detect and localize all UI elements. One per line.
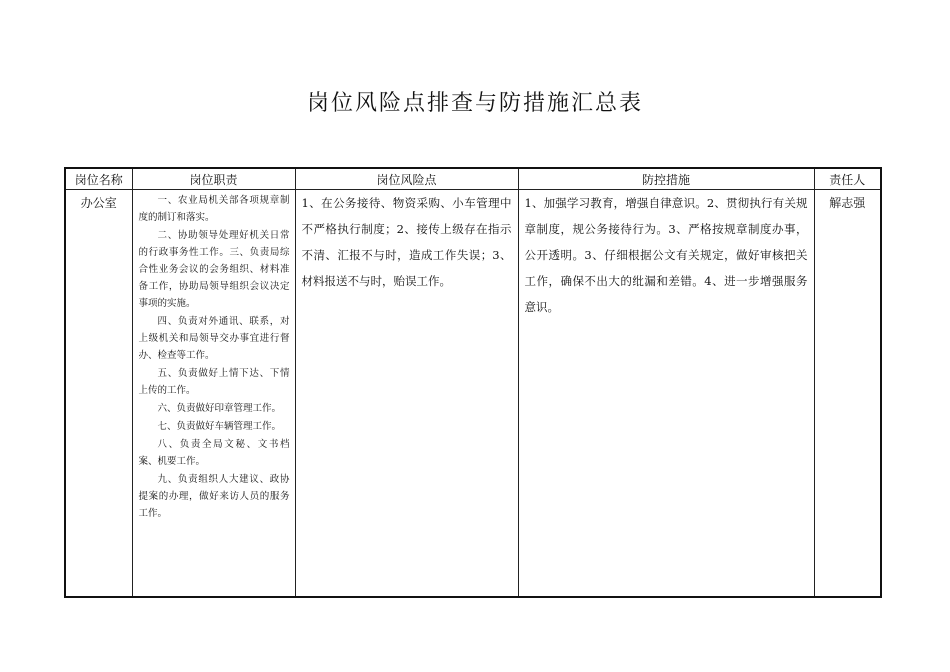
header-post-name: 岗位名称: [65, 168, 132, 190]
header-risk-points: 岗位风险点: [295, 168, 518, 190]
document-title: 岗位风险点排查与防措施汇总表: [306, 91, 643, 116]
header-responsible-person: 责任人: [814, 168, 881, 190]
duty-item: 七、负责做好车辆管理工作。: [157, 421, 282, 432]
duty-item: 六、负责做好印章管理工作。: [157, 403, 282, 414]
duty-item: 五、负责做好上情下达、下情上传的工作。: [138, 368, 290, 396]
table-row: [65, 190, 881, 598]
duty-item: 二、协助领导处理好机关日常的行政事务性工作。三、负责局综合性业务会议的会务组织、材料准备工作，协助局领导组织会议决定事项的实施。: [138, 230, 290, 309]
duty-item: 八、负责全局文秘、文书档案、机要工作。: [138, 439, 290, 467]
cell-risk-points: 1、在公务接待、物资采购、小车管理中不严格执行制度；2、接传上级存在指示不清、汇报不与时，造成工作失误；3、材料报送不与时，贻误工作。: [295, 190, 518, 598]
risk-summary-table: [64, 167, 882, 598]
cell-control-measures: 1、加强学习教育，增强自律意识。2、贯彻执行有关规章制度，规公务接待行为。3、严格按规章制度办事，公开透明。3、仔细根据公文有关规定，做好审核把关工作，确保不出大的纰漏和差错。4、进一步增强服务意识。: [518, 190, 814, 598]
header-control-measures: 防控措施: [518, 168, 814, 190]
duty-item: 四、负责对外通讯、联系，对上级机关和局领导交办事宜进行督办、检查等工作。: [138, 316, 290, 361]
duty-item: 一、农业局机关部各项规章制度的制订和落实。: [138, 195, 290, 223]
cell-post-duties: [132, 190, 295, 598]
cell-post-name: 办公室: [65, 190, 132, 598]
table-header-row: [65, 168, 881, 190]
cell-responsible-person: 解志强: [814, 190, 881, 598]
header-post-duties: 岗位职责: [132, 168, 295, 190]
duty-item: 九、负责组织人大建议、政协提案的办理，做好来访人员的服务工作。: [138, 474, 290, 519]
